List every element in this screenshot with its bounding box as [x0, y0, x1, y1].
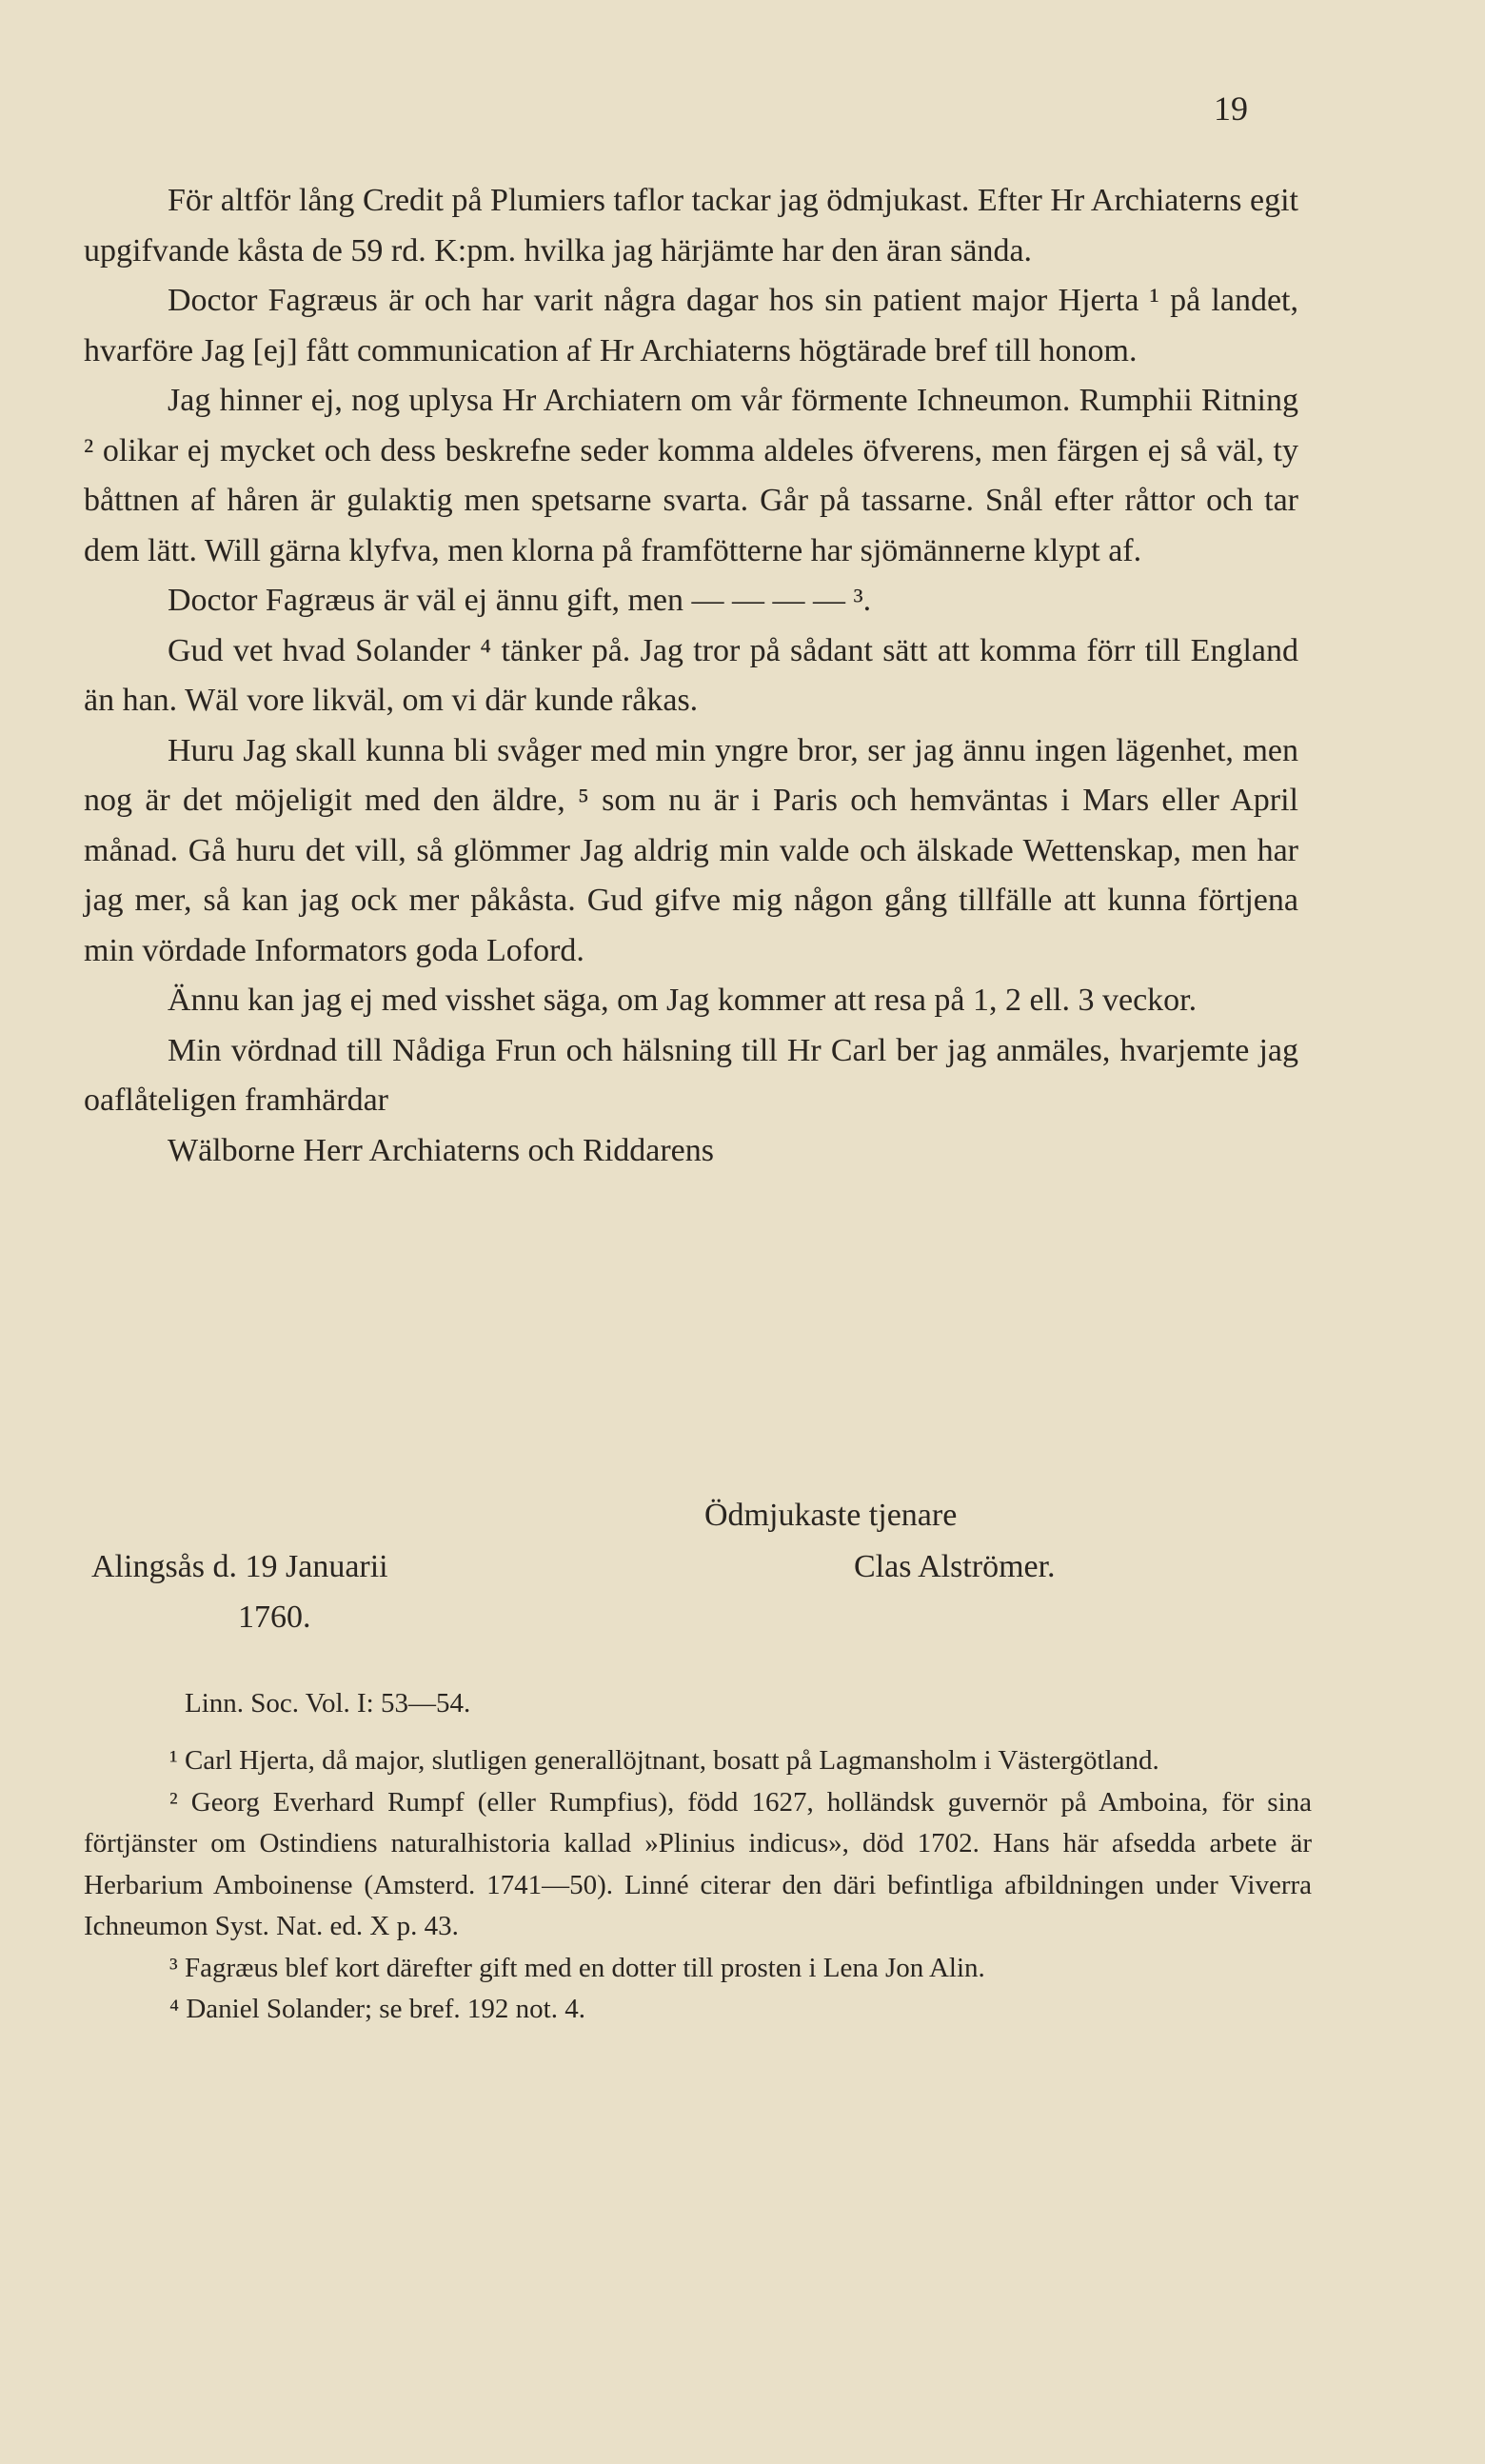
closing-title: Ödmjukaste tjenare [704, 1498, 958, 1533]
salutation-line: Wälborne Herr Archiaterns och Riddarens [168, 1132, 714, 1168]
paragraph: Jag hinner ej, nog uplysa Hr Archiatern om vår förmente Ichneumon. Rumphii Ritning ² olikar ej mycket och dess beskrefne seder komma aldeles öfverens, men färgen ej så väl, ty båttnen af håren är gulaktig men spetsarne svarta. Går på tassarne. Snål efter råttor och tar dem lätt. Will gärna klyfva, men klorna på framfötterne har sjömännerne klypt af. [84, 383, 1298, 568]
letter-body [84, 176, 1298, 1176]
footnote: ¹ Carl Hjerta, då major, slutligen generallöjtnant, bosatt på Lagmansholm i Västergötland. [169, 1745, 1159, 1776]
footnote: ⁴ Daniel Solander; se bref. 192 not. 4. [169, 1994, 585, 2024]
page-number: 19 [1214, 89, 1248, 128]
footnote: ³ Fagræus blef kort därefter gift med en dotter till prosten i Lena Jon Alin. [169, 1952, 985, 1983]
place-date: Alingsås d. 19 Januarii [91, 1549, 388, 1584]
paragraph: Min vördnad till Nådiga Frun och hälsning till Hr Carl ber jag anmäles, hvarjemte jag oaflåteligen framhärdar [84, 1032, 1298, 1118]
paragraph: Doctor Fagræus är väl ej ännu gift, men — — — — ³. [168, 583, 872, 618]
paragraph: Doctor Fagræus är och har varit några dagar hos sin patient major Hjerta ¹ på landet, hvarföre Jag [ej] fått communication af Hr Archiaterns högtärade bref till honom. [84, 283, 1298, 368]
footnote: ² Georg Everhard Rumpf (eller Rumpfius), född 1627, holländsk guvernör på Amboina, för sina förtjänster om Ostindiens naturalhistoria kallad »Plinius indicus», död 1702. Hans här afsedda arbete är Herbarium Amboinense (Amsterd. 1741—50). Linné citerar den däri befintliga afbildningen under Viverra Ichneumon Syst. Nat. ed. X p. 43. [84, 1786, 1312, 1941]
paragraph: Gud vet hvad Solander ⁴ tänker på. Jag tror på sådant sätt att komma förr till England än han. Wäl vore likväl, om vi där kunde råkas. [84, 632, 1298, 718]
signature: Clas Alströmer. [854, 1549, 1056, 1584]
paragraph: Ännu kan jag ej med visshet säga, om Jag kommer att resa på 1, 2 ell. 3 veckor. [168, 983, 1198, 1018]
paragraph: Huru Jag skall kunna bli svåger med min yngre bror, ser jag ännu ingen lägenhet, men nog är det möjeligit med den äldre, ⁵ som nu är i Paris och hemväntas i Mars eller April månad. Gå huru det vill, så glömmer Jag aldrig min valde och älskade Wettenskap, men har jag mer, så kan jag ock mer påkåsta. Gud gifve mig någon gång tillfälle att kunna förtjena min vördade Informators goda Loford. [84, 732, 1298, 968]
footnotes [84, 1740, 1312, 2031]
date-year: 1760. [238, 1600, 311, 1635]
source-reference: Linn. Soc. Vol. I: 53—54. [185, 1688, 471, 1719]
paragraph: För altför lång Credit på Plumiers taflor tackar jag ödmjukast. Efter Hr Archiaterns egit upgifvande kåsta de 59 rd. K:pm. hvilka jag härjämte har den äran sända. [84, 183, 1298, 268]
